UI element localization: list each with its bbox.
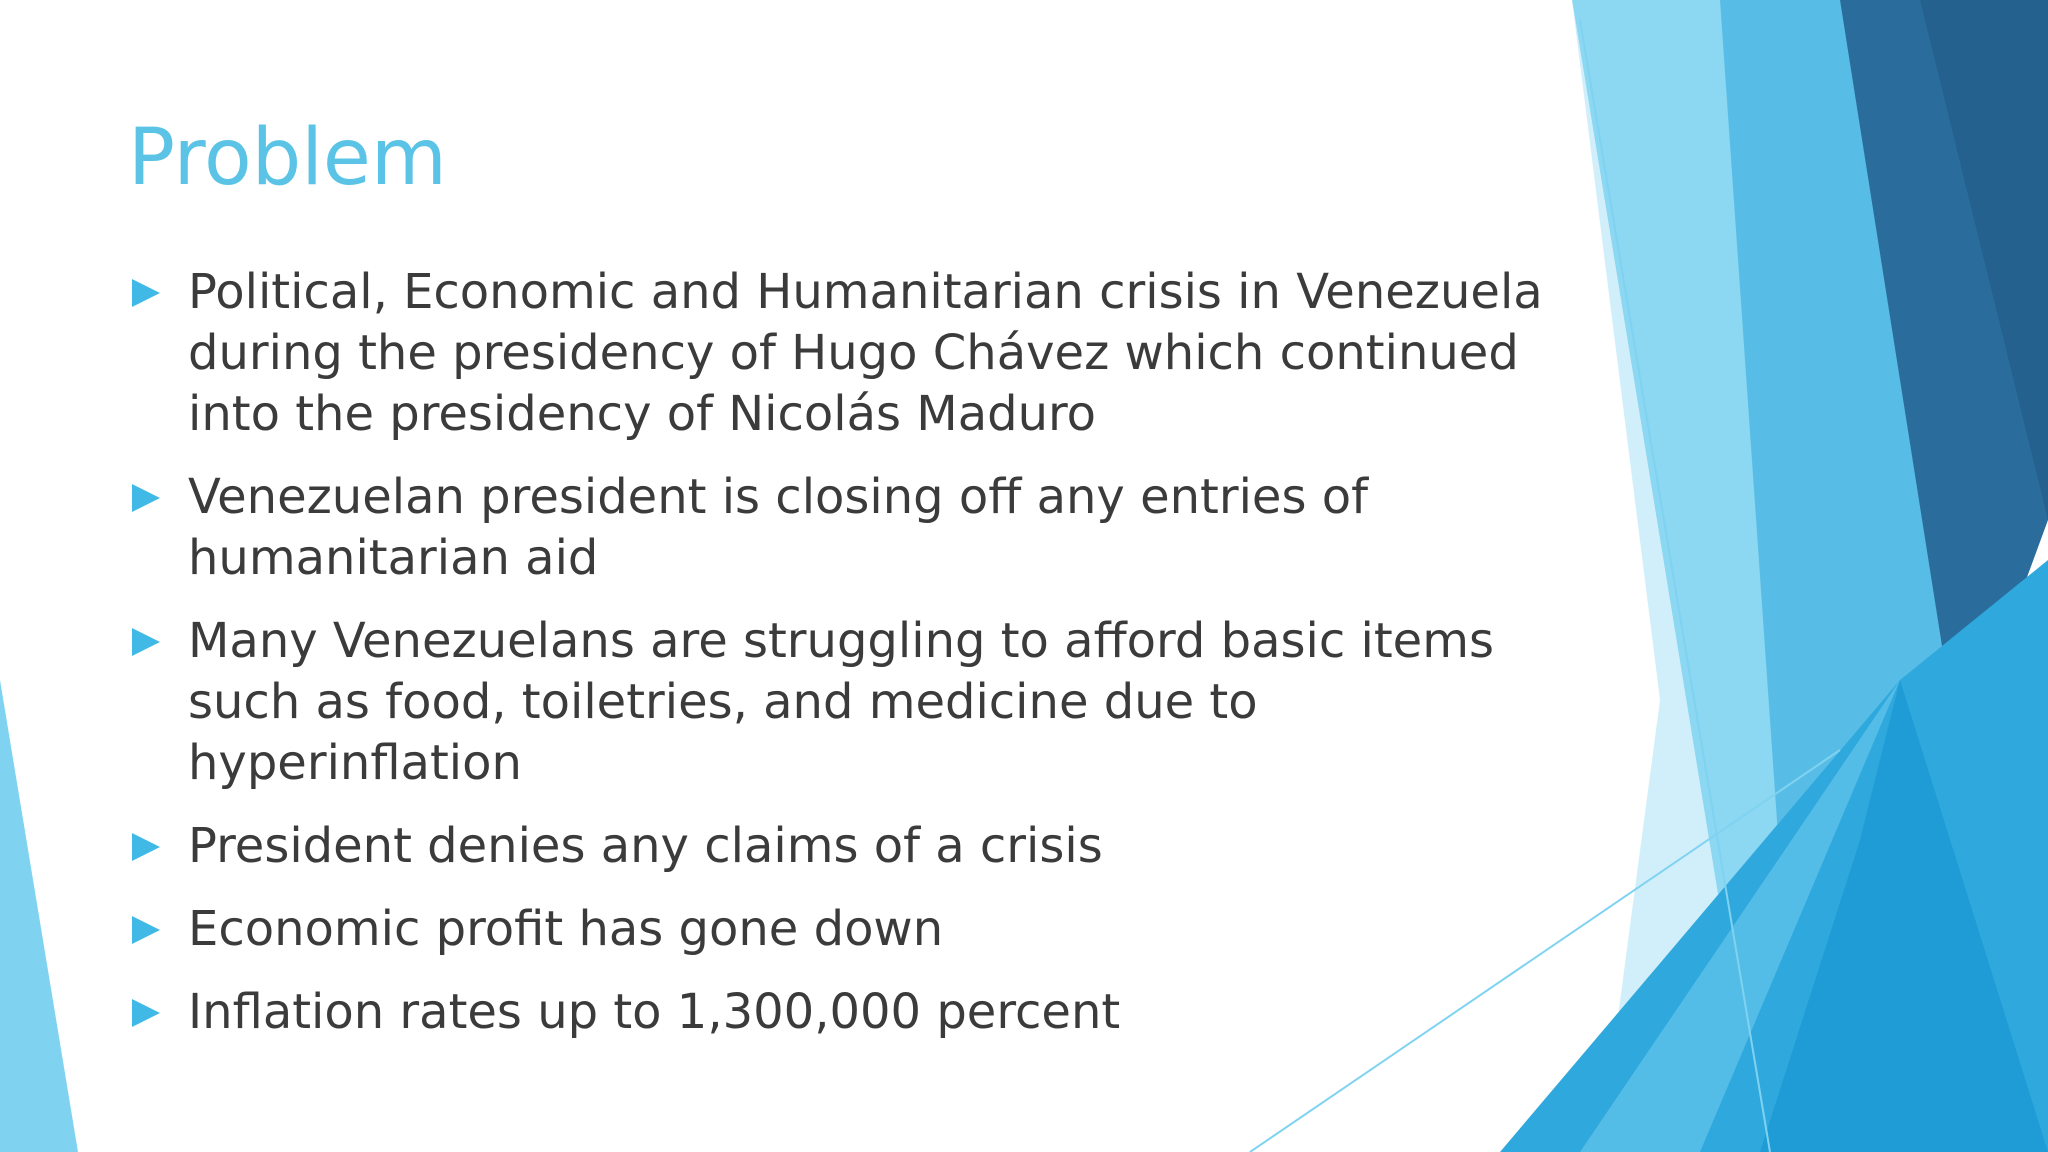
bullet-item	[130, 982, 1570, 1043]
bullet-item	[130, 899, 1570, 960]
triangle-bullet-icon	[132, 999, 160, 1027]
bullet-text: Many Venezuelans are struggling to afford basic items such as food, toiletries, and medicine due to hyperinflation	[188, 613, 1494, 791]
bullet-text: Economic profit has gone down	[188, 901, 944, 957]
triangle-bullet-icon	[132, 628, 160, 656]
bullet-text: President denies any claims of a crisis	[188, 818, 1103, 874]
facet-left-edge	[0, 680, 78, 1152]
bullet-text: Inflation rates up to 1,300,000 percent	[188, 984, 1121, 1040]
bullet-text: Venezuelan president is closing off any entries of humanitarian aid	[188, 469, 1368, 586]
triangle-bullet-icon	[132, 916, 160, 944]
bullet-text: Political, Economic and Humanitarian crisis in Venezuela during the presidency of Hugo Chávez which continued into the presidency of Nicolás Maduro	[188, 264, 1543, 442]
bullet-item	[130, 816, 1570, 877]
bullet-list	[130, 262, 1570, 1065]
triangle-bullet-icon	[132, 279, 160, 307]
bullet-item	[130, 262, 1570, 445]
triangle-bullet-icon	[132, 833, 160, 861]
slide-title: Problem	[128, 113, 447, 203]
triangle-bullet-icon	[132, 484, 160, 512]
bullet-item	[130, 611, 1570, 794]
bullet-item	[130, 467, 1570, 589]
